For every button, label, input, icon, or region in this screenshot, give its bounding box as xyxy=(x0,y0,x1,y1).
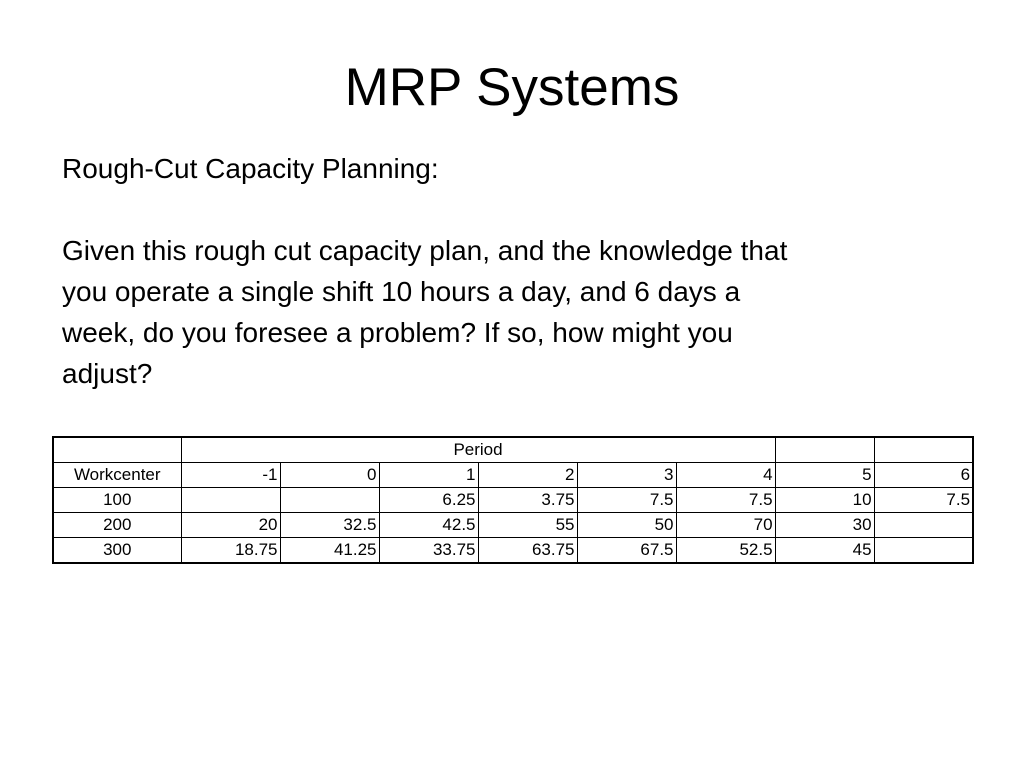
table-cell xyxy=(280,488,379,513)
table-cell: 67.5 xyxy=(577,538,676,564)
table-cell: 18.75 xyxy=(181,538,280,564)
header-cell: 0 xyxy=(280,463,379,488)
table-cell: 33.75 xyxy=(379,538,478,564)
table-cell: 41.25 xyxy=(280,538,379,564)
header-cell: 2 xyxy=(478,463,577,488)
table-cell xyxy=(874,538,973,564)
workcenter-cell: 100 xyxy=(53,488,181,513)
subtitle: Rough-Cut Capacity Planning: xyxy=(62,153,439,184)
table-cell: 7.5 xyxy=(874,488,973,513)
period-label: Period xyxy=(181,437,775,463)
table-cell: 52.5 xyxy=(676,538,775,564)
table-cell: 7.5 xyxy=(577,488,676,513)
paragraph-line: you operate a single shift 10 hours a day, and 6 days a xyxy=(62,276,741,307)
header-cell: 1 xyxy=(379,463,478,488)
table-row xyxy=(53,488,973,513)
table-cell: 45 xyxy=(775,538,874,564)
table-cell: 7.5 xyxy=(676,488,775,513)
header-row xyxy=(53,463,973,488)
workcenter-cell: 200 xyxy=(53,513,181,538)
capacity-table-wrapper xyxy=(52,436,973,564)
header-cell: -1 xyxy=(181,463,280,488)
header-cell: Workcenter xyxy=(53,463,181,488)
table-cell: 30 xyxy=(775,513,874,538)
table-cell: 55 xyxy=(478,513,577,538)
table-cell: 63.75 xyxy=(478,538,577,564)
capacity-table xyxy=(52,436,974,564)
table-cell xyxy=(181,488,280,513)
table-row xyxy=(53,538,973,564)
table-cell: 32.5 xyxy=(280,513,379,538)
table-cell: 70 xyxy=(676,513,775,538)
table-cell: 42.5 xyxy=(379,513,478,538)
paragraph-line: week, do you foresee a problem? If so, how might you xyxy=(62,317,733,348)
table-cell xyxy=(874,437,973,463)
workcenter-cell: 300 xyxy=(53,538,181,564)
table-cell xyxy=(775,437,874,463)
header-cell: 6 xyxy=(874,463,973,488)
slide-body xyxy=(62,148,982,394)
table-cell xyxy=(874,513,973,538)
table-cell: 10 xyxy=(775,488,874,513)
table-cell: 6.25 xyxy=(379,488,478,513)
header-cell: 3 xyxy=(577,463,676,488)
paragraph-line: adjust? xyxy=(62,358,153,389)
table-row xyxy=(53,513,973,538)
table-cell: 50 xyxy=(577,513,676,538)
slide-title: MRP Systems xyxy=(344,58,680,117)
header-cell: 4 xyxy=(676,463,775,488)
paragraph-line: Given this rough cut capacity plan, and the knowledge that xyxy=(62,235,788,266)
table-cell: 20 xyxy=(181,513,280,538)
period-row xyxy=(53,437,973,463)
paragraph-spacer xyxy=(62,189,982,230)
table-cell xyxy=(53,437,181,463)
table-cell: 3.75 xyxy=(478,488,577,513)
header-cell: 5 xyxy=(775,463,874,488)
